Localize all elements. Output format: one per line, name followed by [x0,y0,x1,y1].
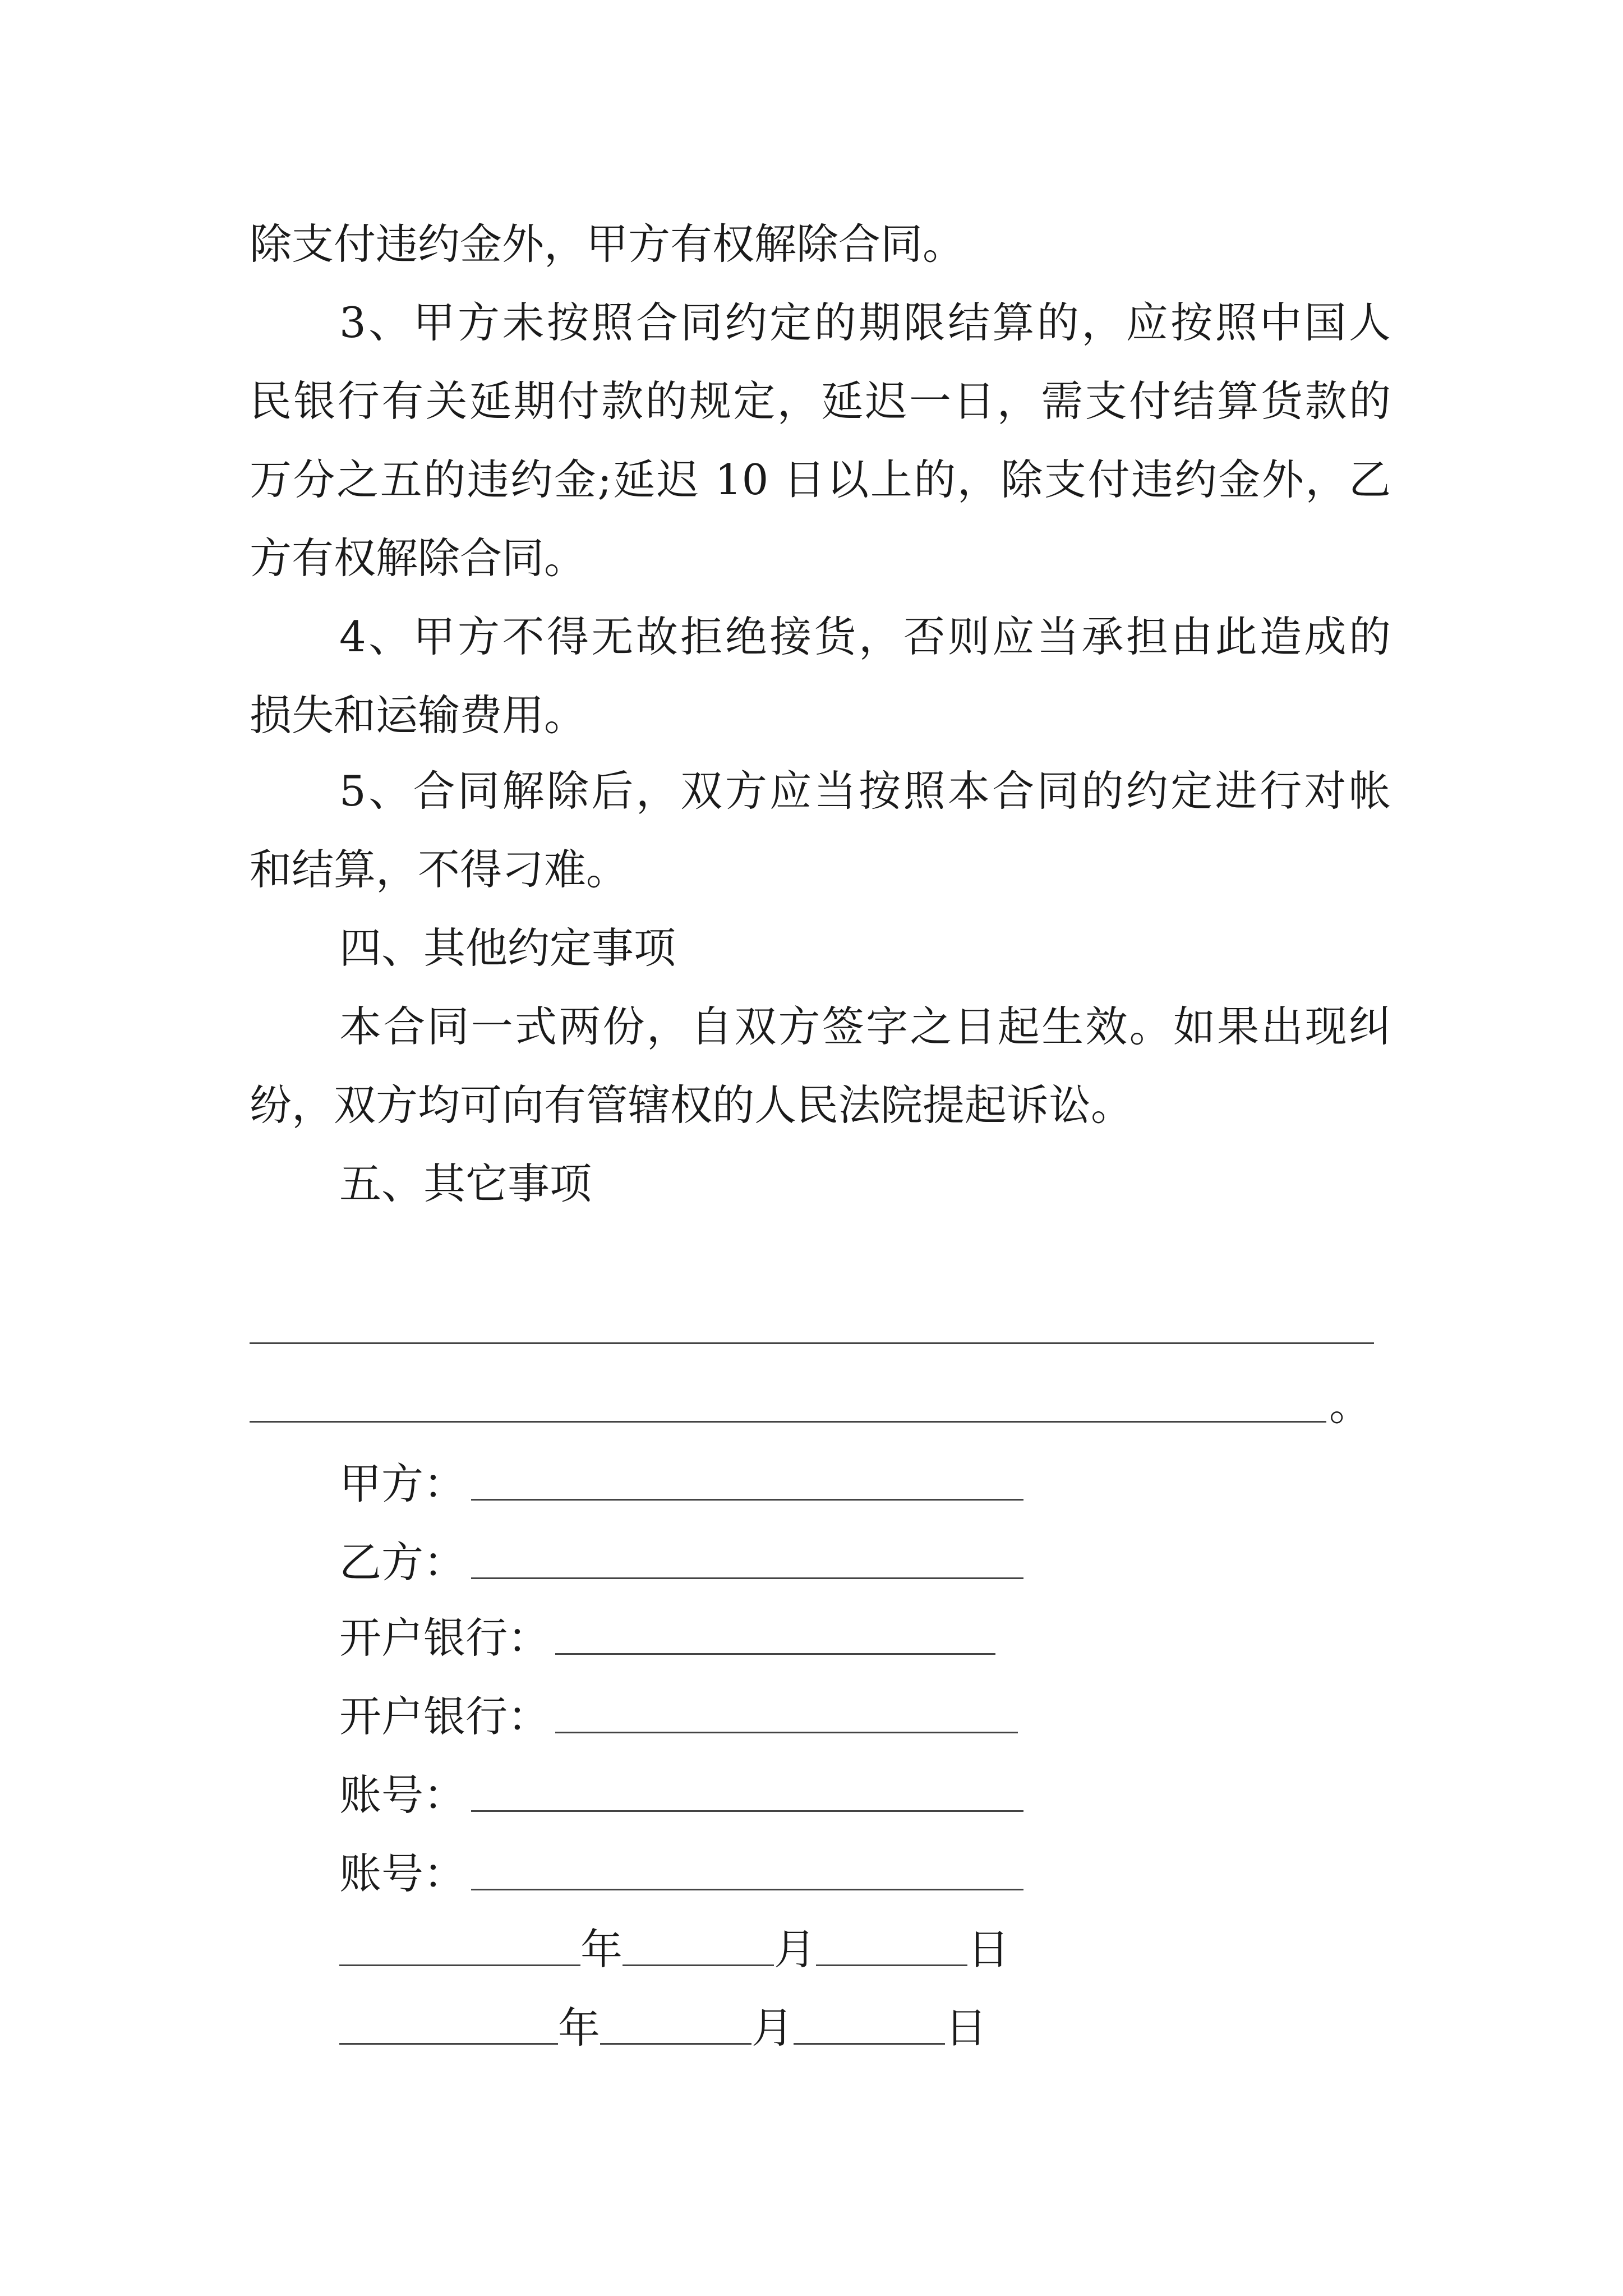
field-label: 开户银行： [339,1692,550,1741]
section-4-line-2: 纷，双方均可向有管辖权的人民法院提起诉讼。 [250,1080,1133,1130]
field-blank [555,1732,1018,1733]
year-blank [339,1964,580,1966]
month-label: 月 [774,1925,817,1974]
section-4-line-1: 本合同一式两份，自双方签字之日起生效。如果出现纠 [339,1002,1391,1051]
clause-4-line-2: 损失和运输费用。 [250,691,587,740]
signature-field-party-a [339,1456,1023,1512]
account-field-a [339,1767,1023,1823]
field-blank [471,1577,1023,1579]
day-label: 日 [967,1925,1010,1974]
day-blank [816,1964,967,1966]
field-label: 账号： [339,1849,466,1898]
clause-3-line-4: 方有权解除合同。 [250,533,587,583]
blank-end-mark: 。 [1329,1381,1372,1430]
account-field-b [339,1846,1023,1902]
clause-5-line-1: 5、合同解除后，双方应当按照本合同的约定进行对帐 [339,766,1391,816]
field-blank [471,1499,1023,1501]
bank-field-b [339,1688,1018,1745]
year-label: 年 [580,1925,623,1974]
clause-4-line-1: 4、甲方不得无故拒绝接货，否则应当承担由此造成的 [339,612,1391,661]
section-heading: 四、其他约定事项 [339,923,676,973]
signature-field-party-b [339,1534,1023,1590]
paragraph-line: 除支付违约金外，甲方有权解除合同。 [250,219,965,269]
clause-5-line-2: 和结算，不得刁难。 [250,845,629,894]
blank-rule [250,1342,1374,1344]
month-label: 月 [751,2003,794,2053]
field-blank [555,1653,995,1655]
clause-3-line-1: 3、甲方未按照合同约定的期限结算的，应按照中国人 [339,298,1391,347]
blank-rule [250,1421,1326,1423]
field-label: 乙方： [339,1538,466,1587]
day-blank [794,2043,945,2045]
year-label: 年 [558,2003,601,2053]
field-blank [471,1889,1023,1890]
day-label: 日 [945,2003,988,2053]
bank-field-a [339,1610,995,1666]
year-blank [339,2043,558,2045]
month-blank [623,1964,774,1966]
clause-3-line-2: 民银行有关延期付款的规定，延迟一日，需支付结算货款的 [250,376,1391,426]
clause-3-line-3: 万分之五的违约金;延迟 10 日以上的，除支付违约金外，乙 [250,455,1391,504]
month-blank [600,2043,751,2045]
date-field-b [339,2000,987,2056]
field-blank [471,1810,1023,1812]
field-label: 开户银行： [339,1613,550,1663]
section-heading: 五、其它事项 [339,1159,592,1208]
field-label: 账号： [339,1770,466,1820]
field-label: 甲方： [339,1459,466,1508]
date-field-a [339,1921,1009,1977]
